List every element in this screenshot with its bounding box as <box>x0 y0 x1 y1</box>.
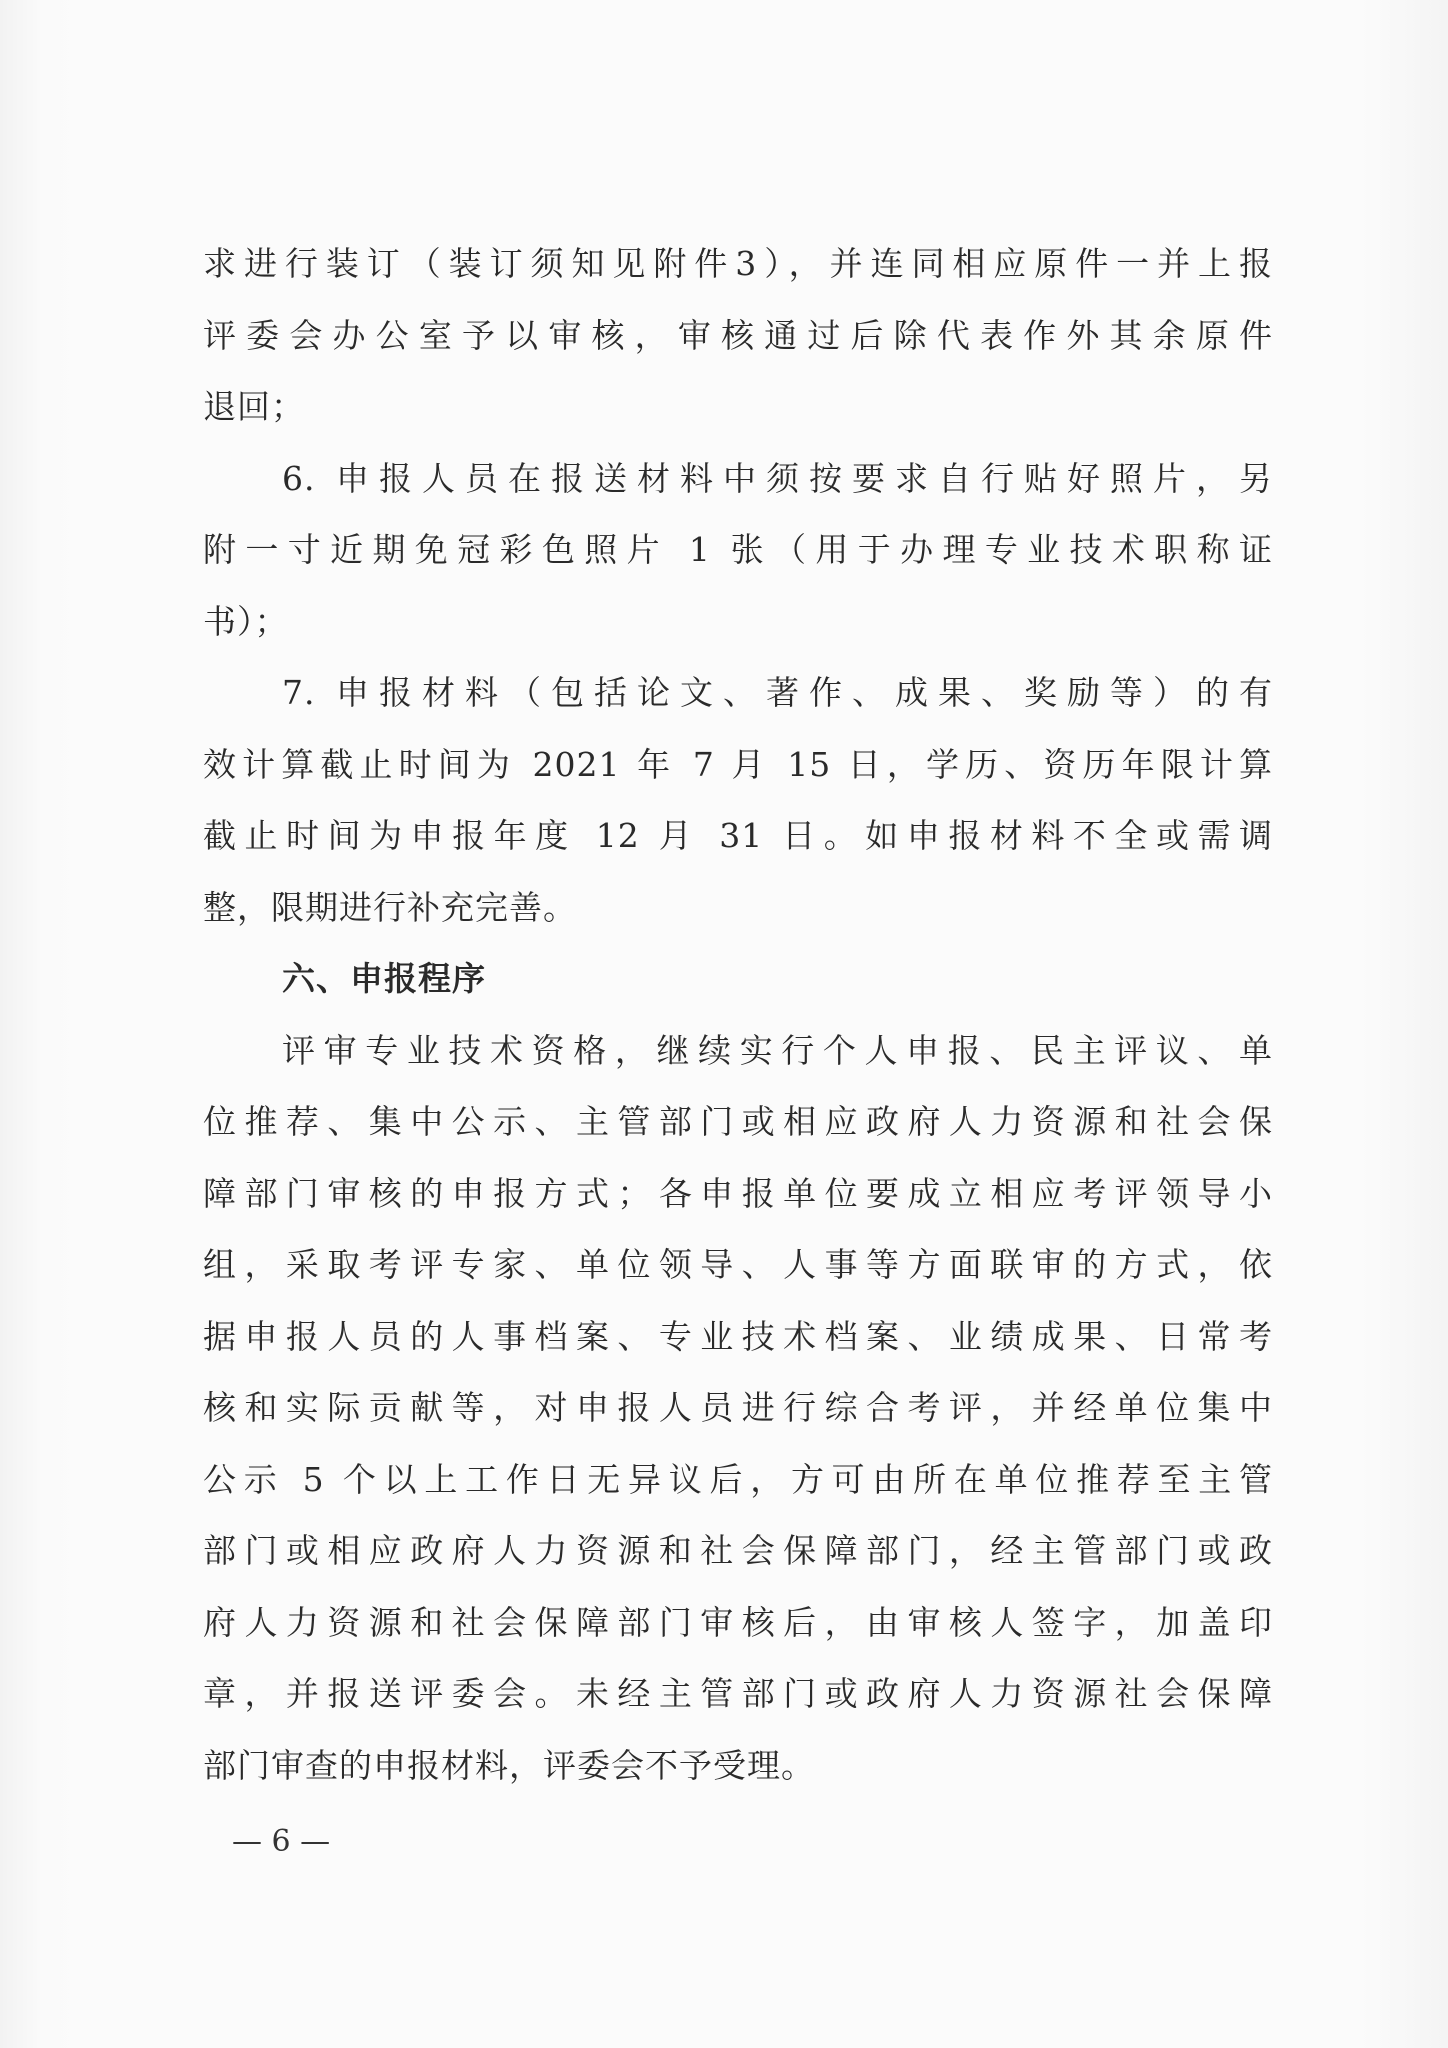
text-line: 部门审查的申报材料，评委会不予受理。 <box>203 1745 815 1785</box>
text-line: 章，并报送评委会。未经主管部门或政府人力资源社会保障 <box>203 1674 1273 1713</box>
text-line: 组，采取考评专家、单位领导、人事等方面联审的方式，依 <box>203 1245 1273 1284</box>
text-line: 7. 申报材料（包括论文、著作、成果、奖励等）的有 <box>282 673 1273 712</box>
text-line: 据申报人员的人事档案、专业技术档案、业绩成果、日常考 <box>203 1316 1273 1356</box>
text-line: 截止时间为申报年度 12 月 31 日。如申报材料不全或需调 <box>203 816 1273 855</box>
text-line: 整，限期进行补充完善。 <box>203 887 577 927</box>
text-line: 位推荐、集中公示、主管部门或相应政府人力资源和社会保 <box>203 1102 1273 1141</box>
text-line: 评委会办公室予以审核，审核通过后除代表作外其余原件 <box>203 315 1273 355</box>
text-line: 书）； <box>203 601 289 641</box>
text-line: 6. 申报人员在报送材料中须按要求自行贴好照片，另 <box>282 458 1273 498</box>
text-line: 求进行装订（装订须知见附件3），并连同相应原件一并上报 <box>203 244 1273 283</box>
text-line: 公示 5 个以上工作日无异议后，方可由所在单位推荐至主管 <box>203 1459 1273 1499</box>
text-line: 评审专业技术资格，继续实行个人申报、民主评议、单 <box>282 1030 1273 1070</box>
text-line: 府人力资源和社会保障部门审核后，由审核人签字，加盖印 <box>203 1602 1273 1642</box>
body-text <box>203 228 1273 1801</box>
text-line: 退回； <box>203 387 305 426</box>
text-line: 附一寸近期免冠彩色照片 1 张（用于办理专业技术职称证 <box>203 530 1273 569</box>
text-line: 部门或相应政府人力资源和社会保障部门，经主管部门或政 <box>203 1531 1273 1570</box>
text-line: 核和实际贡献等，对申报人员进行综合考评，并经单位集中 <box>203 1388 1273 1427</box>
text-line: 效计算截止时间为 2021 年 7 月 15 日，学历、资历年限计算 <box>203 744 1273 784</box>
text-line: 障部门审核的申报方式；各申报单位要成立相应考评领导小 <box>203 1173 1273 1213</box>
page-number: — 6 — <box>232 1824 331 1859</box>
section-heading: 六、申报程序 <box>282 959 486 998</box>
